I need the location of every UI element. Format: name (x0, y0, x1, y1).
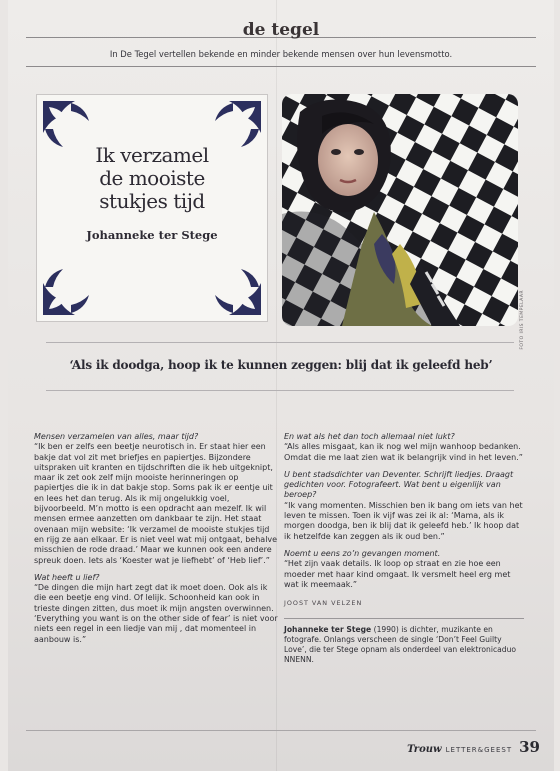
footer-rule (26, 730, 536, 731)
section-title: de tegel (242, 20, 320, 40)
newspaper-page (8, 0, 554, 771)
page-footer (407, 738, 540, 756)
quote-bottom-rule (46, 390, 514, 391)
section-intro: In De Tegel vertellen bekende en minder bekende mensen over hun levensmotto. (109, 49, 453, 59)
bio-name: Johanneke ter Stege (284, 625, 372, 635)
delft-tile (36, 94, 268, 322)
portrait-photo-image (282, 94, 518, 326)
quote-top-rule (46, 342, 514, 343)
qa-block (284, 432, 524, 463)
interview-question: En wat als het dan toch allemaal niet lukt? (284, 432, 455, 441)
qa-block (284, 470, 524, 542)
tile-motto-line: de mooiste (99, 166, 205, 190)
article-column-right (284, 432, 524, 672)
photo-credit: FOTO IRIS TEMPELAAR (520, 290, 525, 350)
pull-quote: ‘Als ik doodga, hoop ik te kunnen zeggen: blij dat ik geleefd heb’ (69, 358, 493, 372)
tile-motto-line: stukjes tijd (99, 189, 205, 213)
qa-block (34, 432, 278, 566)
interview-answer: “Als alles misgaat, kan ik nog wel mijn wanhoop bedanken. Omdat die me laat zien wat ik belangrijk vind in het leven.” (284, 442, 523, 462)
interview-answer: “De dingen die mijn hart zegt dat ik moet doen. Ook als ik die een beetje eng vind. Of lelijk. Schoonheid kan ook in trieste dingen zitten, dus moet ik mijn angsten overwinnen. ‘Everything you want is on the other side of fear’ is niet voor niets een regel in een liedje van mij , dat momenteel in aanbouw is.” (34, 583, 278, 644)
bio-divider (284, 618, 524, 619)
qa-block (34, 573, 278, 645)
author-bio (284, 625, 524, 664)
interview-question: U bent stadsdichter van Deventer. Schrijft liedjes. Draagt gedichten voor. Fotografeert. Wat bent u eigenlijk van beroep? (284, 469, 514, 500)
interview-question: Mensen verzamelen van alles, maar tijd? (34, 432, 199, 441)
page-number: 39 (519, 738, 540, 756)
qa-block (284, 549, 524, 590)
intro-rule (26, 66, 536, 67)
interview-question: Wat heeft u lief? (34, 572, 100, 582)
tile-corner-ornament-icon (41, 261, 97, 317)
tile-motto (37, 144, 267, 213)
tile-person-name: Johanneke ter Stege (86, 228, 218, 242)
tile-corner-ornament-icon (207, 261, 263, 317)
interview-answer: “Ik ben er zelfs een beetje neurotisch in. Er staat hier een bakje dat vol zit met briefjes en papiertjes. Bijzondere uitspraken uit kranten en tijdschriften die ik heb uitgeknipt, maar ik zet ook zelf mijn mooiste herinneringen op papiertjes die ik in dat bakje stop. Soms pak ik er eentje uit en lees het dan terug. Als ik mij ongelukkig voel, bijvoorbeeld. M’n motto is een opdracht aan mezelf. Ik wil mensen ermee aanzetten om dankbaar te zijn. Het staat ovenaan mijn website: ‘Ik verzamel de mooiste stukjes tijd en rijg ze aan elkaar. Er is niet veel wat mij ontgaat, behalve misschien de rode draad.’ Maar we kunnen ook een andere spreuk doen. Iets als ‘Koester wat je liefhebt’ of ‘Heb lief’.” (34, 442, 278, 565)
bio-text: (1990) is dichter, muzikante en fotografe. Onlangs verscheen de single ‘Don’t Feel Guilty Love’, die ter Stege opnam als onderdeel van elektronicaduo NNENN. (284, 625, 517, 664)
article-column-left (34, 432, 278, 652)
byline: JOOST VAN VELZEN (284, 599, 363, 608)
footer-section-name: LETTER&GEEST (445, 746, 513, 754)
tile-motto-line: Ik verzamel (95, 143, 209, 167)
newspaper-brand: Trouw (407, 744, 442, 755)
interview-question: Noemt u eens zo’n gevangen moment. (284, 548, 441, 558)
page-fold (276, 0, 277, 771)
interview-answer: “Ik vang momenten. Misschien ben ik bang om iets van het leven te missen. Toen ik vijf was zei ik al: ‘Mama, als ik morgen doodga, ben ik blij dat ik geleefd heb.’ Ik hoop dat ik hetzelfde kan zeggen als ik oud ben.” (284, 500, 523, 541)
portrait-photo (282, 94, 518, 326)
interview-answer: “Het zijn vaak details. Ik loop op straat en zie hoe een moeder met haar kind omgaat. Ik versmelt heel erg met wat ik meemaak.” (284, 559, 511, 589)
